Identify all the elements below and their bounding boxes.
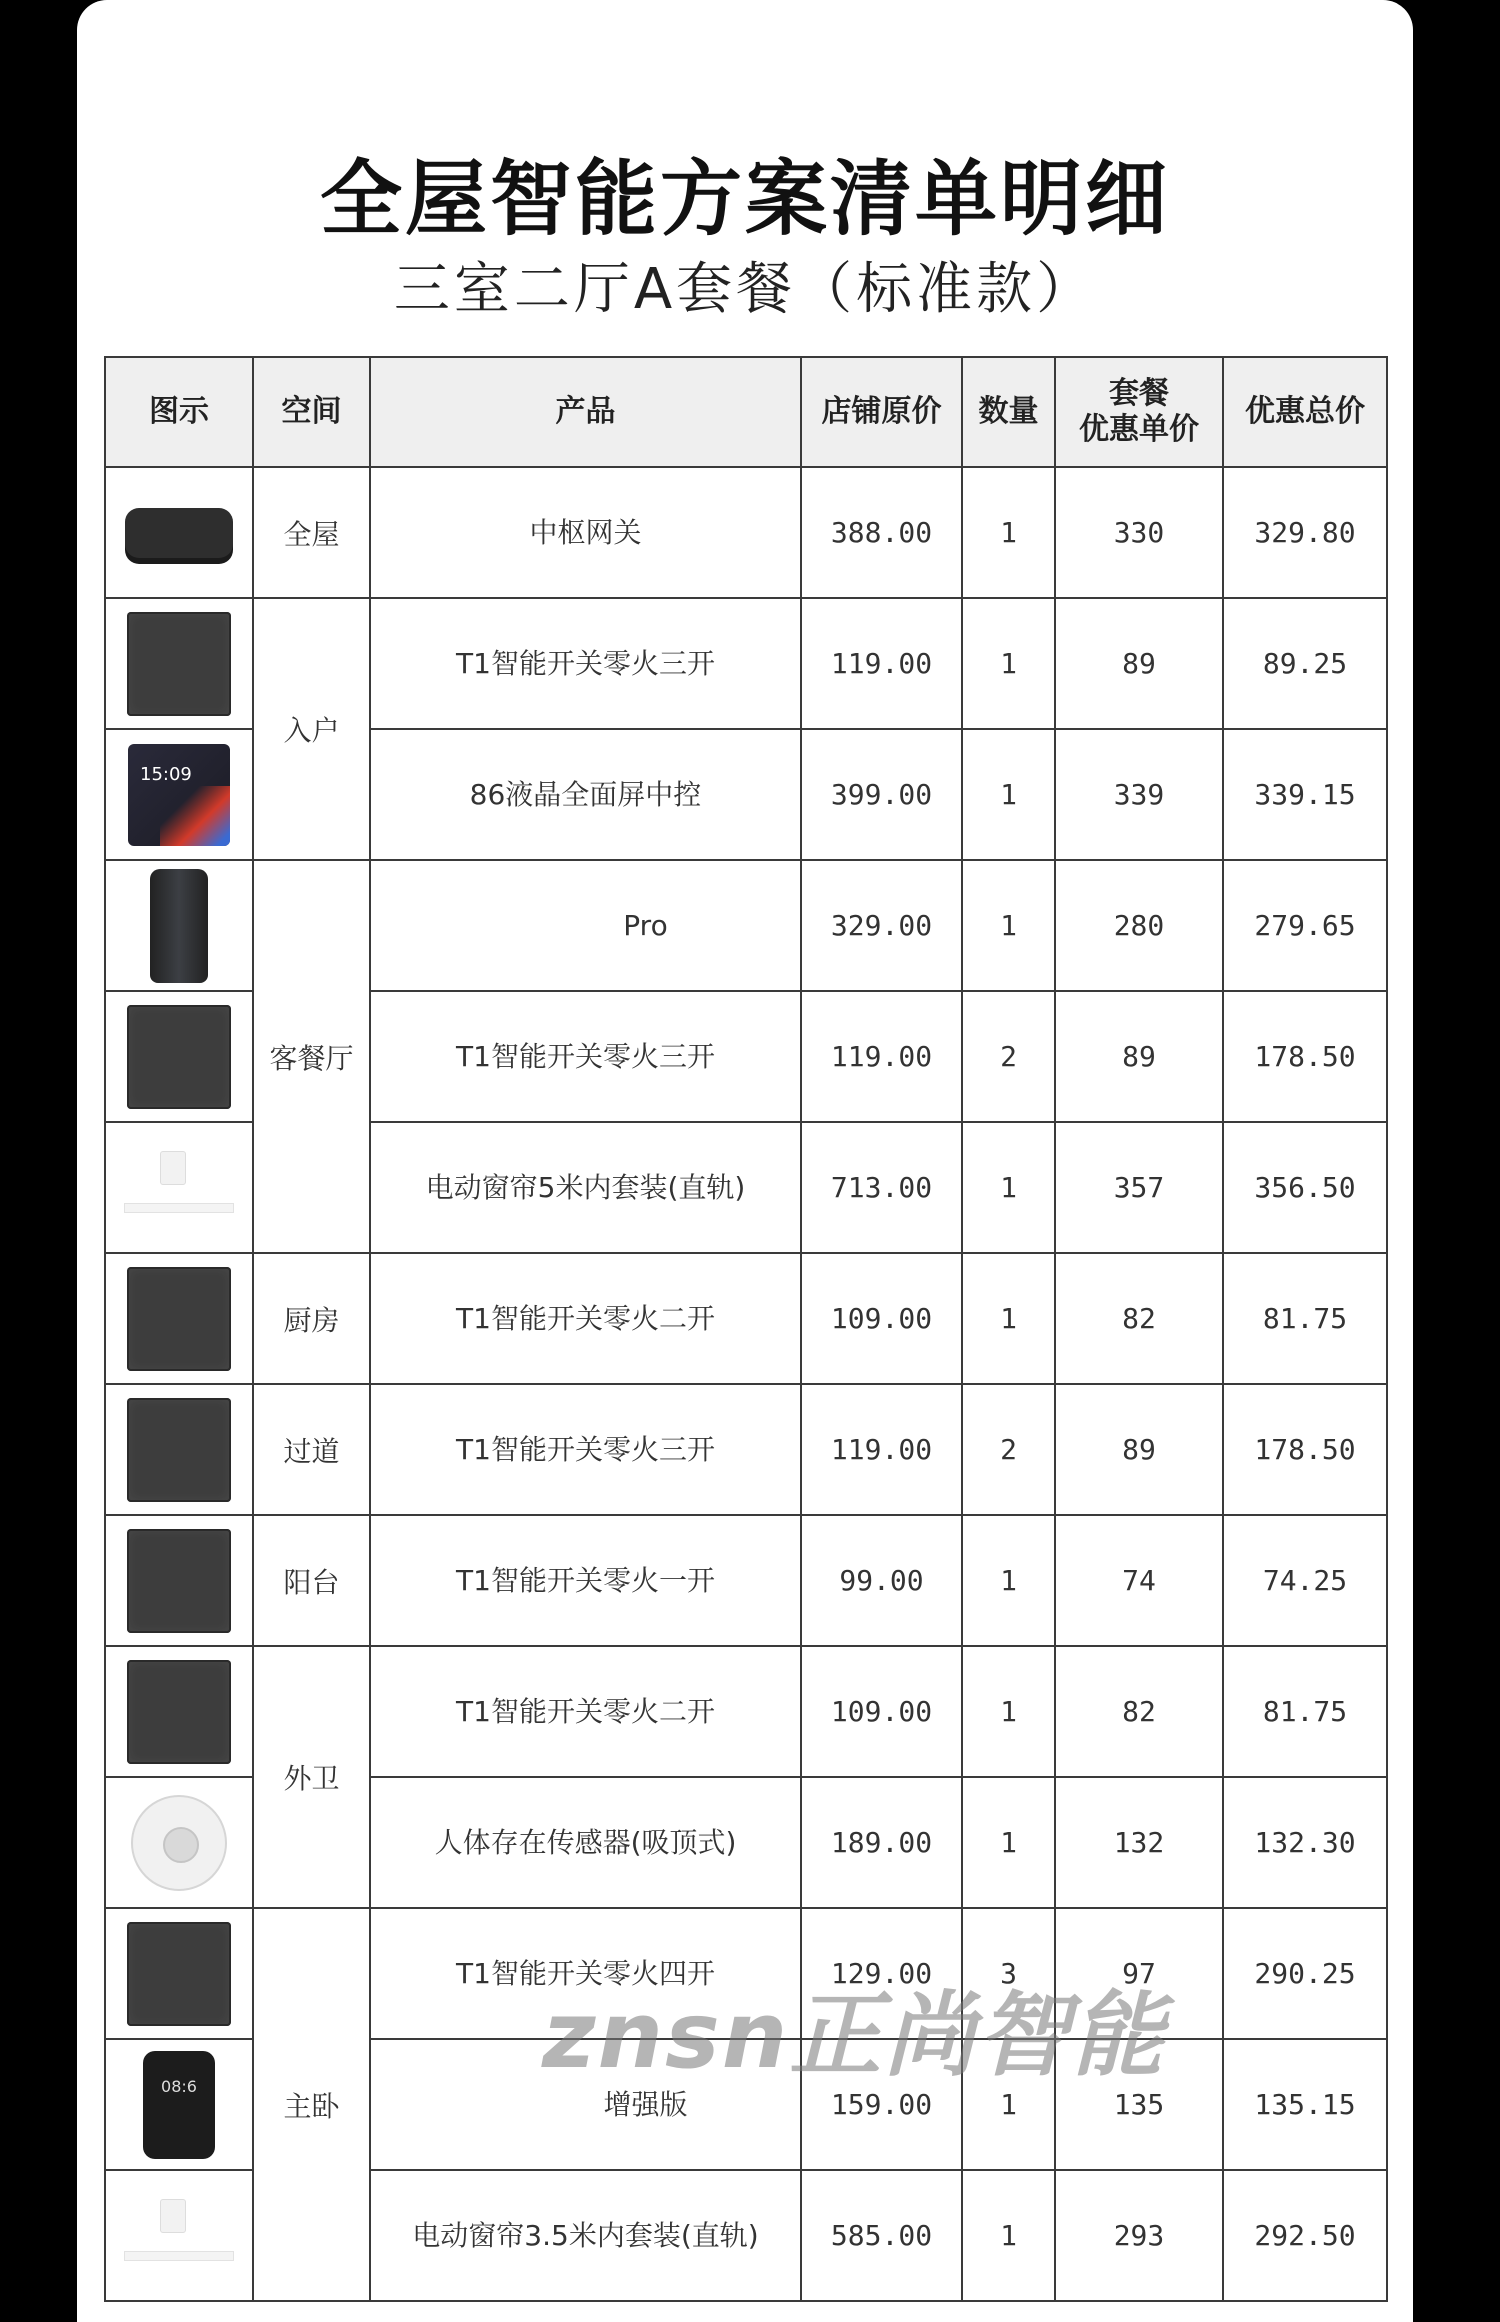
product-name: T1智能开关零火一开 [370,1515,801,1646]
original-price: 388.00 [801,467,962,598]
header-unit-price [1055,357,1223,467]
space-cell: 全屋 [253,467,370,598]
header-unit-price-line2: 优惠单价 [1079,412,1199,447]
unit-price: 89 [1055,1384,1223,1515]
space-cell: 主卧 [253,1908,370,2301]
clock-speaker-icon [143,2051,215,2159]
original-price: 129.00 [801,1908,962,2039]
space-cell: 阳台 [253,1515,370,1646]
unit-price: 82 [1055,1646,1223,1777]
unit-price: 135 [1055,2039,1223,2170]
unit-price: 280 [1055,860,1223,991]
switch-panel-icon [127,612,231,716]
quantity: 1 [962,2170,1055,2301]
product-name: T1智能开关零火四开 [370,1908,801,2039]
quantity: 1 [962,860,1055,991]
original-price: 109.00 [801,1253,962,1384]
gateway-icon [125,508,233,558]
original-price: 329.00 [801,860,962,991]
product-name: T1智能开关零火三开 [370,1384,801,1515]
quantity: 3 [962,1908,1055,2039]
switch-panel-icon [127,1398,231,1502]
header-unit-price-line1: 套餐 [1109,376,1169,411]
switch-panel-icon [127,1005,231,1109]
total-price: 290.25 [1223,1908,1387,2039]
total-price: 329.80 [1223,467,1387,598]
clock-display: 08:6 [161,2076,197,2096]
screen-time: 15:09 [140,763,192,785]
total-price: 292.50 [1223,2170,1387,2301]
original-price: 189.00 [801,1777,962,1908]
original-price: 99.00 [801,1515,962,1646]
total-price: 135.15 [1223,2039,1387,2170]
product-name: T1智能开关零火三开 [370,991,801,1122]
total-price: 81.75 [1223,1646,1387,1777]
page-subtitle: 三室二厅A套餐（标准款） [393,257,1097,322]
original-price: 109.00 [801,1646,962,1777]
total-price: 89.25 [1223,598,1387,729]
quantity: 1 [962,1253,1055,1384]
product-name: 86液晶全面屏中控 [370,729,801,860]
unit-price: 74 [1055,1515,1223,1646]
product-name: T1智能开关零火二开 [370,1253,801,1384]
quantity: 1 [962,2039,1055,2170]
switch-panel-icon [127,1922,231,2026]
curtain-motor-icon [120,2191,238,2281]
header-image: 图示 [105,357,253,467]
switch-panel-icon [127,1267,231,1371]
header-original-price: 店铺原价 [801,357,962,467]
space-cell: 外卫 [253,1646,370,1908]
switch-panel-icon [127,1660,231,1764]
touchscreen-icon [128,744,230,846]
product-name: 增强版 [370,2039,801,2170]
total-price: 132.30 [1223,1777,1387,1908]
price-sheet [77,0,1413,2322]
original-price: 713.00 [801,1122,962,1253]
product-name: T1智能开关零火二开 [370,1646,801,1777]
curtain-motor-icon [120,1143,238,1233]
product-name: 电动窗帘3.5米内套装(直轨) [370,2170,801,2301]
switch-panel-icon [127,1529,231,1633]
total-price: 74.25 [1223,1515,1387,1646]
original-price: 119.00 [801,991,962,1122]
product-name: 中枢网关 [370,467,801,598]
unit-price: 330 [1055,467,1223,598]
space-cell: 入户 [253,598,370,860]
table-header-row [105,357,1387,467]
total-price: 356.50 [1223,1122,1387,1253]
table-row [105,860,1387,991]
quantity: 1 [962,1122,1055,1253]
original-price: 399.00 [801,729,962,860]
product-table [104,356,1388,2302]
unit-price: 293 [1055,2170,1223,2301]
product-name: T1智能开关零火三开 [370,598,801,729]
quantity: 1 [962,729,1055,860]
total-price: 81.75 [1223,1253,1387,1384]
total-price: 339.15 [1223,729,1387,860]
product-name: 人体存在传感器(吸顶式) [370,1777,801,1908]
quantity: 1 [962,467,1055,598]
product-name: Pro [370,860,801,991]
space-cell: 厨房 [253,1253,370,1384]
unit-price: 357 [1055,1122,1223,1253]
product-name: 电动窗帘5米内套装(直轨) [370,1122,801,1253]
total-price: 279.65 [1223,860,1387,991]
table-row [105,598,1387,729]
page-title: 全屋智能方案清单明细 [319,152,1170,247]
original-price: 585.00 [801,2170,962,2301]
table-row [105,1384,1387,1515]
unit-price: 89 [1055,991,1223,1122]
quantity: 1 [962,1777,1055,1908]
total-price: 178.50 [1223,991,1387,1122]
original-price: 119.00 [801,598,962,729]
presence-sensor-icon [131,1795,227,1891]
table-row [105,1646,1387,1777]
header-product: 产品 [370,357,801,467]
quantity: 1 [962,1646,1055,1777]
unit-price: 82 [1055,1253,1223,1384]
unit-price: 339 [1055,729,1223,860]
quantity: 2 [962,991,1055,1122]
quantity: 1 [962,598,1055,729]
quantity: 1 [962,1515,1055,1646]
unit-price: 89 [1055,598,1223,729]
table-row [105,1908,1387,2039]
header-space: 空间 [253,357,370,467]
original-price: 119.00 [801,1384,962,1515]
original-price: 159.00 [801,2039,962,2170]
watermark: znsn正尚智能 [542,1982,1166,2089]
total-price: 178.50 [1223,1384,1387,1515]
header-quantity: 数量 [962,357,1055,467]
space-cell: 客餐厅 [253,860,370,1253]
table-row [105,1253,1387,1384]
smart-speaker-icon [150,869,208,983]
unit-price: 97 [1055,1908,1223,2039]
space-cell: 过道 [253,1384,370,1515]
table-row [105,467,1387,598]
header-total: 优惠总价 [1223,357,1387,467]
table-row [105,1515,1387,1646]
quantity: 2 [962,1384,1055,1515]
unit-price: 132 [1055,1777,1223,1908]
